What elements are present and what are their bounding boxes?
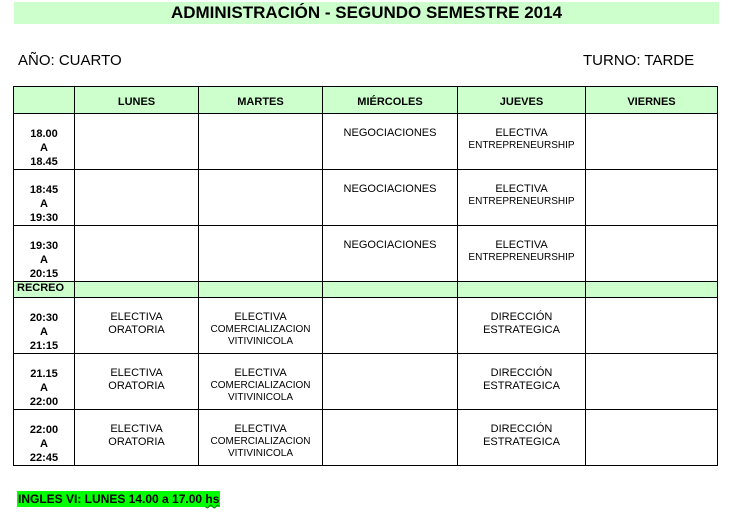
course-name: ELECTIVA xyxy=(234,311,287,323)
schedule-cell-miércoles xyxy=(323,226,458,282)
schedule-cell-lunes xyxy=(75,410,199,466)
course-subname: ENTREPRENEURSHIP xyxy=(468,252,575,263)
schedule-cell-miércoles xyxy=(323,170,458,226)
time-slot-cell: 20:30 A 21:15 xyxy=(14,298,75,354)
schedule-cell-jueves xyxy=(458,410,586,466)
course-name: DIRECCIÓN ESTRATEGICA xyxy=(483,367,560,392)
day-header-miercoles: MIÉRCOLES xyxy=(323,87,458,114)
break-cell xyxy=(323,282,458,298)
course-name: ELECTIVA ORATORIA xyxy=(108,423,165,448)
course-name: NEGOCIACIONES xyxy=(343,183,437,195)
table-row xyxy=(14,170,718,226)
course-name: DIRECCIÓN ESTRATEGICA xyxy=(483,423,560,448)
table-row xyxy=(14,114,718,170)
footer-note xyxy=(17,491,220,507)
course-name: ELECTIVA ORATORIA xyxy=(108,311,165,336)
day-header-viernes: VIERNES xyxy=(586,87,718,114)
course-subname: ENTREPRENEURSHIP xyxy=(468,196,575,207)
footer-hours-unit: hs xyxy=(205,492,220,506)
break-cell xyxy=(586,282,718,298)
time-slot-cell: 18:45 A 19:30 xyxy=(14,170,75,226)
schedule-cell-viernes xyxy=(586,226,718,282)
schedule-cell-jueves xyxy=(458,170,586,226)
break-row xyxy=(14,282,718,298)
break-cell xyxy=(199,282,323,298)
schedule-table xyxy=(13,86,718,466)
course-name: NEGOCIACIONES xyxy=(343,239,437,251)
course-name: ELECTIVA xyxy=(495,183,548,195)
schedule-cell-viernes xyxy=(586,114,718,170)
course-subname: COMERCIALIZACION VITIVINICOLA xyxy=(210,436,311,459)
break-cell xyxy=(458,282,586,298)
schedule-cell-miércoles xyxy=(323,410,458,466)
table-row xyxy=(14,410,718,466)
day-header-lunes: LUNES xyxy=(75,87,199,114)
table-row xyxy=(14,298,718,354)
schedule-cell-lunes xyxy=(75,354,199,410)
schedule-cell-viernes xyxy=(586,410,718,466)
time-slot-cell: 19:30 A 20:15 xyxy=(14,226,75,282)
schedule-cell-lunes xyxy=(75,298,199,354)
year-label: AÑO: CUARTO xyxy=(18,52,122,69)
schedule-cell-jueves xyxy=(458,226,586,282)
course-subname: ENTREPRENEURSHIP xyxy=(468,140,575,151)
page-title: ADMINISTRACIÓN - SEGUNDO SEMESTRE 2014 xyxy=(14,2,719,24)
schedule-cell-jueves xyxy=(458,114,586,170)
schedule-cell-viernes xyxy=(586,354,718,410)
course-subname: COMERCIALIZACION VITIVINICOLA xyxy=(210,380,311,403)
schedule-cell-viernes xyxy=(586,298,718,354)
footer-text: INGLES VI: LUNES 14.00 a 17.00 xyxy=(18,492,206,506)
schedule-cell-martes xyxy=(199,114,323,170)
table-row xyxy=(14,226,718,282)
day-header-martes: MARTES xyxy=(199,87,323,114)
break-cell xyxy=(75,282,199,298)
schedule-cell-jueves xyxy=(458,298,586,354)
course-name: ELECTIVA xyxy=(234,367,287,379)
day-header-jueves: JUEVES xyxy=(458,87,586,114)
course-name: ELECTIVA xyxy=(495,239,548,251)
course-subname: COMERCIALIZACION VITIVINICOLA xyxy=(210,324,311,347)
schedule-cell-martes xyxy=(199,226,323,282)
schedule-cell-martes xyxy=(199,354,323,410)
course-name: ELECTIVA xyxy=(234,423,287,435)
schedule-cell-lunes xyxy=(75,170,199,226)
course-name: DIRECCIÓN ESTRATEGICA xyxy=(483,311,560,336)
break-label: RECREO xyxy=(14,282,75,298)
schedule-cell-miércoles xyxy=(323,298,458,354)
time-slot-cell: 18.00 A 18.45 xyxy=(14,114,75,170)
schedule-cell-miércoles xyxy=(323,114,458,170)
schedule-cell-jueves xyxy=(458,354,586,410)
schedule-cell-lunes xyxy=(75,226,199,282)
schedule-cell-martes xyxy=(199,170,323,226)
course-name: ELECTIVA ORATORIA xyxy=(108,367,165,392)
course-name: NEGOCIACIONES xyxy=(343,127,437,139)
schedule-cell-viernes xyxy=(586,170,718,226)
schedule-cell-lunes xyxy=(75,114,199,170)
schedule-cell-martes xyxy=(199,298,323,354)
time-header-cell xyxy=(14,87,75,114)
course-name: ELECTIVA xyxy=(495,127,548,139)
schedule-cell-martes xyxy=(199,410,323,466)
schedule-cell-miércoles xyxy=(323,354,458,410)
time-slot-cell: 22:00 A 22:45 xyxy=(14,410,75,466)
time-slot-cell: 21.15 A 22:00 xyxy=(14,354,75,410)
shift-label: TURNO: TARDE xyxy=(583,52,695,69)
table-header-row xyxy=(14,87,718,114)
table-row xyxy=(14,354,718,410)
